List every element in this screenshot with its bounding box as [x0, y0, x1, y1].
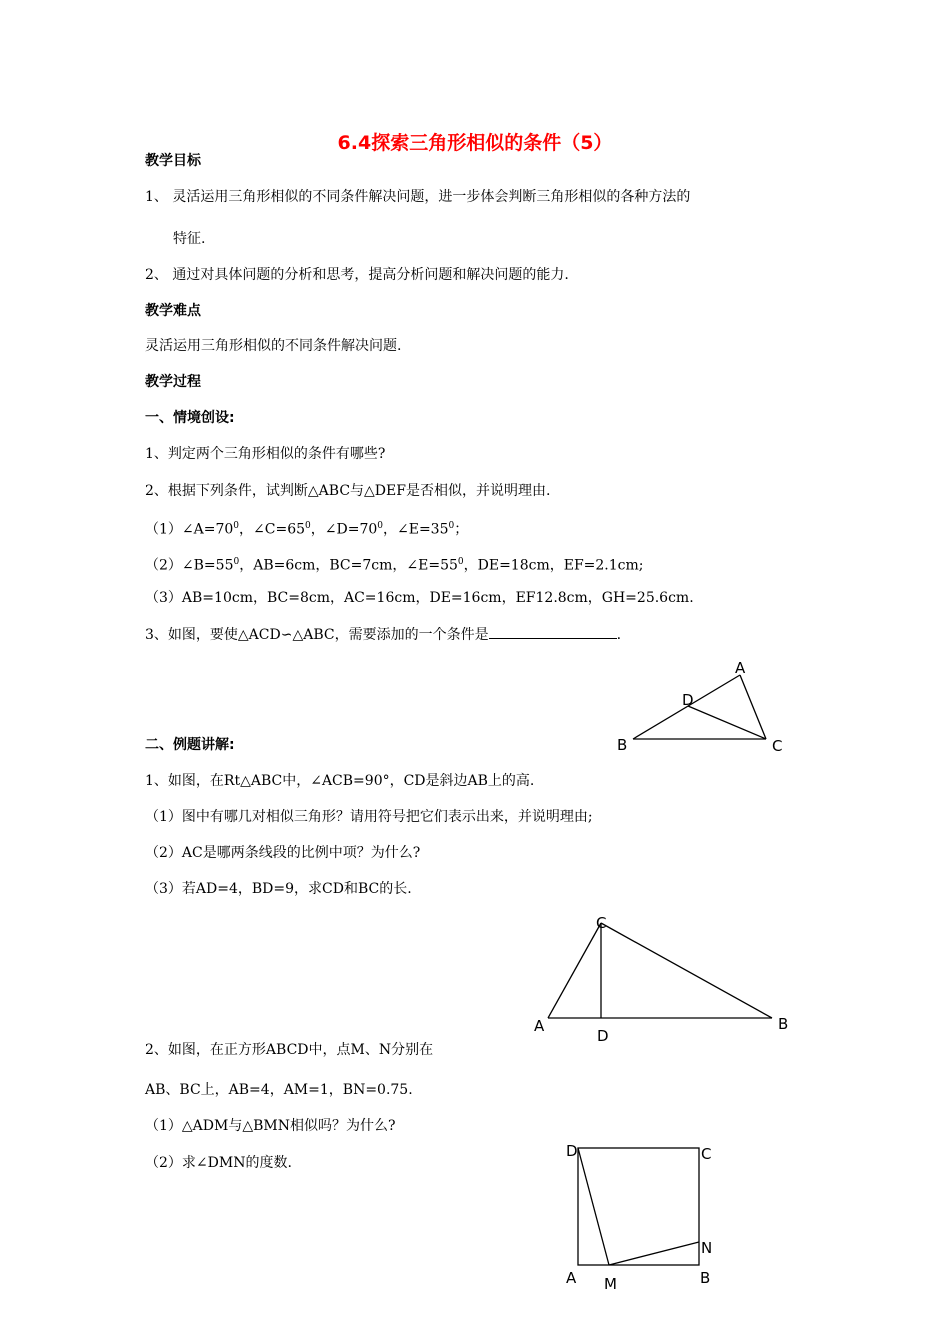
label-a: A — [566, 1269, 577, 1287]
process-heading: 教学过程 — [145, 374, 201, 390]
label-b: B — [778, 1015, 789, 1033]
question-2: 2、根据下列条件，试判断△ABC与△DEF是否相似，并说明理由. — [145, 483, 551, 499]
label-b: B — [700, 1269, 711, 1287]
example-2: 2、如图，在正方形ABCD中，点M、N分别在 — [145, 1042, 434, 1058]
label-a: A — [735, 659, 746, 677]
section1-heading: 一、情境创设: — [145, 410, 235, 426]
example-2-cont: AB、BC上，AB=4，AM=1，BN=0.75. — [145, 1082, 413, 1098]
label-c: C — [701, 1145, 712, 1163]
label-d: D — [682, 691, 694, 709]
goals-heading: 教学目标 — [145, 153, 201, 169]
question-2-part-3: （3）AB=10cm，BC=8cm，AC=16cm，DE=16cm，EF12.8cm，GH=25.6cm. — [145, 590, 694, 606]
example-1-part-3: （3）若AD=4，BD=9，求CD和BC的长. — [145, 881, 412, 897]
example-2-part-2: （2）求∠DMN的度数. — [145, 1155, 292, 1171]
difficulty-text: 灵活运用三角形相似的不同条件解决问题. — [145, 338, 402, 354]
segment-mn — [609, 1242, 699, 1265]
label-n: N — [701, 1239, 713, 1257]
label-d: D — [566, 1142, 578, 1160]
question-1: 1、判定两个三角形相似的条件有哪些? — [145, 446, 386, 462]
section2-heading: 二、例题讲解: — [145, 737, 235, 753]
label-d: D — [597, 1027, 609, 1045]
goal-item-1-cont: 特征. — [173, 231, 206, 247]
example-1-part-1: （1）图中有哪几对相似三角形？请用符号把它们表示出来，并说明理由; — [145, 809, 593, 825]
page-title: 6.4探索三角形相似的条件（5） — [337, 132, 613, 154]
label-m: M — [604, 1275, 617, 1293]
question-3: 3、如图，要使△ACD∽△ABC，需要添加的一个条件是 . — [145, 624, 621, 645]
goal-item-1: 1、 灵活运用三角形相似的不同条件解决问题，进一步体会判断三角形相似的各种方法的 — [145, 189, 691, 205]
label-b: B — [617, 736, 628, 754]
example-1: 1、如图，在Rt△ABC中，∠ACB=90°，CD是斜边AB上的高. — [145, 773, 535, 789]
label-c: C — [596, 914, 607, 932]
label-c: C — [772, 737, 783, 755]
difficulty-heading: 教学难点 — [145, 303, 201, 319]
example-1-part-2: （2）AC是哪两条线段的比例中项？为什么? — [145, 845, 421, 861]
question-2-part-2: $(2)\angle B=55^0$，AB=6cm，BC=7cm，$\angle E=55^0$，DE=18cm，EF=2.1cm; — [145, 557, 644, 574]
example-2-part-1: （1）△ADM与△BMN相似吗？为什么? — [145, 1118, 396, 1134]
square-abcd — [578, 1148, 699, 1265]
label-a: A — [534, 1017, 545, 1035]
question-2-part-1: $(1)\angle A=70^0$，$\angle C=65^0$，$\angle D=70^0$，$\angle E=35^0$； — [145, 521, 469, 538]
segment-dm — [578, 1148, 609, 1265]
goal-item-2: 2、 通过对具体问题的分析和思考，提高分析问题和解决问题的能力. — [145, 267, 569, 283]
